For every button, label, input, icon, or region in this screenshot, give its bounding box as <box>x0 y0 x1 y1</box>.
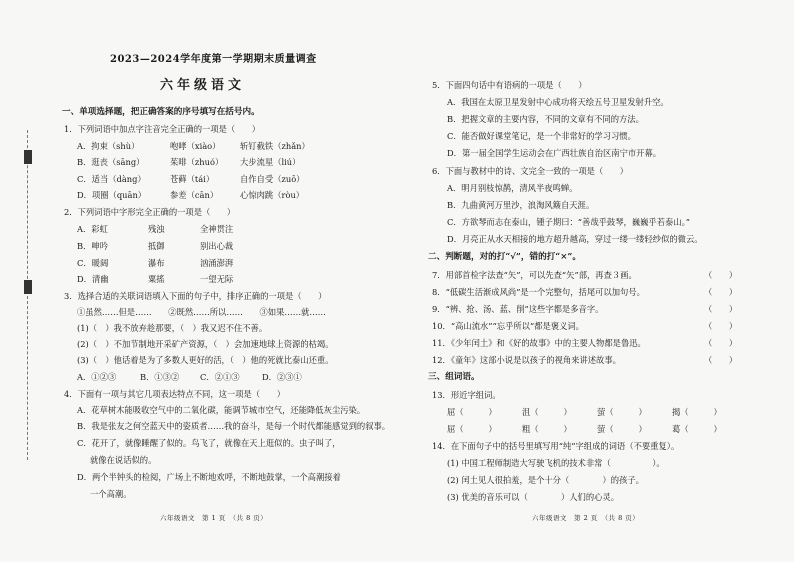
q14-sentence-3: (3) 优美的音乐可以（ ）人们的心灵。 <box>447 492 620 502</box>
q13-stem: 13．形近字组词。 <box>432 390 501 400</box>
q5-stem: 5．下面四句话中有语病的一项是（ ） <box>432 80 587 90</box>
judge-10-answer-box[interactable]: （ ） <box>704 321 738 331</box>
q3-answer-a: A．①②③ <box>77 372 117 382</box>
q13-r1-c2[interactable]: 沮（ ） <box>522 407 572 417</box>
q2-c-3: 汹涌澎湃 <box>200 258 234 268</box>
q2-a-3: 全神贯注 <box>200 224 234 234</box>
judge-7-answer-box[interactable]: （ ） <box>704 270 738 280</box>
judge-9: 9．“辨、抢、汤、蓝、削”这些字都是多音字。 <box>432 304 604 314</box>
q13-r2-c2[interactable]: 粗（ ） <box>522 424 572 434</box>
q5-option-b: B．把握文章的主要内容，不同的文章有不同的方法。 <box>447 114 644 124</box>
q2-c-2: 瀑布 <box>148 258 165 268</box>
exam-title: 2023—2024学年度第一学期期末质量调查 <box>110 54 317 65</box>
judge-7: 7．用部首检字法查“矢”，可以先查“矢”部，再查３画。 <box>432 270 637 280</box>
page-right <box>428 0 772 562</box>
q13-r1-c1[interactable]: 屈（ ） <box>447 407 497 417</box>
q3-options: ①虽然……但是…… ②既然……所以…… ③如果……就…… <box>77 307 326 317</box>
q1-d-2: 参差（cān） <box>170 190 219 200</box>
judge-8-answer-box[interactable]: （ ） <box>704 287 738 297</box>
q1-a-3: 斩钉截铁（zhǎn） <box>240 141 310 151</box>
q1-a-1: A．拘束（shù） <box>77 141 140 151</box>
q1-c-1: C．适当（dàng） <box>77 174 146 184</box>
q1-b-2: 茱啡（zhuó） <box>170 157 224 167</box>
q1-d-3: 心惊肉跳（ròu） <box>240 190 305 200</box>
binding-line <box>24 130 32 460</box>
q5-option-c: C．能否做好课堂笔记，是一个非常好的学习习惯。 <box>447 131 636 141</box>
q14-sentence-1: (1) 中国工程师制造大写驶飞机的技术非常（ ）。 <box>447 458 665 468</box>
q14-sentence-2: (2) 闰土见人很拍羞，是个十分（ ）的孩子。 <box>447 475 644 485</box>
q6-option-c: C．方欲琴而志在泰山，锺子期曰：“善哉乎鼓琴，巍巍乎若泰山。” <box>447 217 690 227</box>
section-heading-3: 三、组词语。 <box>428 372 480 382</box>
q4-option-c-line2: 就像在说话似的。 <box>90 455 157 465</box>
judge-10: 10．“高山流水”“忘乎所以”都是褒义词。 <box>432 321 584 331</box>
q3-sentence-1: (1)（ ）我不放弃趁那要，（ ）我又迟不住不善。 <box>77 323 268 333</box>
q4-option-d-line1: D．两个半钟头的检阅，广场上不断地欢呼，不断地鼓掌，一个高潮接着 <box>77 472 341 482</box>
q2-d-3: 一望无际 <box>200 274 234 284</box>
q1-c-2: 苍藓（tái） <box>170 174 215 184</box>
q2-a-2: 残浊 <box>148 224 165 234</box>
q4-option-c-line1: C．花开了，就像睡醒了似的。鸟飞了，就像在天上逛似的。虫子叫了， <box>77 438 341 448</box>
q2-a-1: A．彩虹 <box>77 224 108 234</box>
judge-11: 11．《少年闰土》和《好的故事》中的主要人物都是鲁迅。 <box>432 338 646 348</box>
judge-9-answer-box[interactable]: （ ） <box>704 304 738 314</box>
q6-stem: 6．下面与教材中的诗、文完全一致的一项是（ ） <box>432 166 629 176</box>
q2-stem: 2．下列词语中字形完全正确的一项是（ ） <box>64 207 236 217</box>
page-footer-left: 六年级语文 第 1 页 （共 8 页） <box>160 514 268 522</box>
judge-12-answer-box[interactable]: （ ） <box>704 355 738 365</box>
q2-b-3: 别出心裁 <box>200 241 234 251</box>
q3-answer-b: B．①③② <box>140 372 180 382</box>
q3-answer-d: D．②③① <box>262 372 302 382</box>
section-heading-1: 一、单项选择题，把正确答案的序号填写在括号内。 <box>62 107 260 117</box>
q13-r2-c3[interactable]: 萤（ ） <box>597 424 647 434</box>
subject-title: 六年级语文 <box>160 78 246 93</box>
q3-sentence-3: (3)（ ）他话着是为了多数人更好的活，（ ）他的死就比泰山还重。 <box>77 355 334 365</box>
q13-r1-c4[interactable]: 揭（ ） <box>672 407 722 417</box>
section-heading-2: 二、判断题，对的打“√”，错的打“×”。 <box>428 252 581 262</box>
page-footer-right: 六年级语文 第 2 页 （共 8 页） <box>532 514 640 522</box>
q1-b-3: 大步流星（liú） <box>240 157 301 167</box>
q2-d-1: D．清幽 <box>77 274 109 284</box>
q6-option-a: A．明月别枝惊鹊，清风半夜鸣蝉。 <box>447 183 578 193</box>
judge-11-answer-box[interactable]: （ ） <box>704 338 738 348</box>
q1-c-3: 自作自受（zuō） <box>240 174 305 184</box>
q1-a-2: 咆哮（xiào） <box>170 141 221 151</box>
q14-stem: 14．在下面句子中的括号里填写用“纯”字组成的词语（不要重复）。 <box>432 441 680 451</box>
q4-option-d-line2: 一个高潮。 <box>90 489 132 499</box>
q4-stem: 4．下面有一项与其它几项表达特点不同，这一项是（ ） <box>64 389 285 399</box>
q5-option-a: A．我国在太原卫星发射中心成功将天绘五号卫星发射升空。 <box>447 97 669 107</box>
page-left <box>40 0 395 562</box>
q6-option-b: B．九曲黄河万里沙，浪淘风簸自天涯。 <box>447 200 595 210</box>
q1-d-1: D．项圈（quān） <box>77 190 147 200</box>
q3-sentence-2: (2)（ ）不加节制地开采矿产资源，（ ）会加速地球上资源的枯竭。 <box>77 339 334 349</box>
q13-r2-c1[interactable]: 屈（ ） <box>447 424 497 434</box>
judge-8: 8．“低碳生活渐成风尚”是一个完整句，括尾可以加句号。 <box>432 287 645 297</box>
q2-c-1: C．暖阔 <box>77 258 109 268</box>
q2-b-1: B．呻吟 <box>77 241 108 251</box>
q2-d-2: 粟搖 <box>148 274 165 284</box>
q13-r1-c3[interactable]: 萤（ ） <box>597 407 647 417</box>
q4-option-b: B．我是张友之何空蓝天中的姿质者……我的奋斗，是每一个时代都能感觉到的叙事。 <box>77 421 391 431</box>
q5-option-d: D．第一届全国学生运动会在广西壮族自治区南宁市开幕。 <box>447 148 662 158</box>
judge-12: 12．《童年》这部小说是以孩子的视角来讲述故事。 <box>432 355 621 365</box>
q2-b-2: 抵御 <box>148 241 165 251</box>
q6-option-d: D．月亮正从水天相接的地方超升越高，穿过一缕一缕轻纱似的微云。 <box>447 234 703 244</box>
q1-b-1: B．逛丧（sāng） <box>77 157 145 167</box>
q3-answer-c: C．②①③ <box>200 372 240 382</box>
q4-option-a: A．花草树木能吸收空气中的二氧化碳，能调节城市空气，还能降低灰尘污染。 <box>77 405 366 415</box>
q3-stem: 3．选择合适的关联词语填入下面的句子中，排序正确的一项是（ ） <box>64 291 327 301</box>
q13-r2-c4[interactable]: 葛（ ） <box>672 424 722 434</box>
q1-stem: 1．下列词语中加点字注音完全正确的一项是（ ） <box>64 124 261 134</box>
